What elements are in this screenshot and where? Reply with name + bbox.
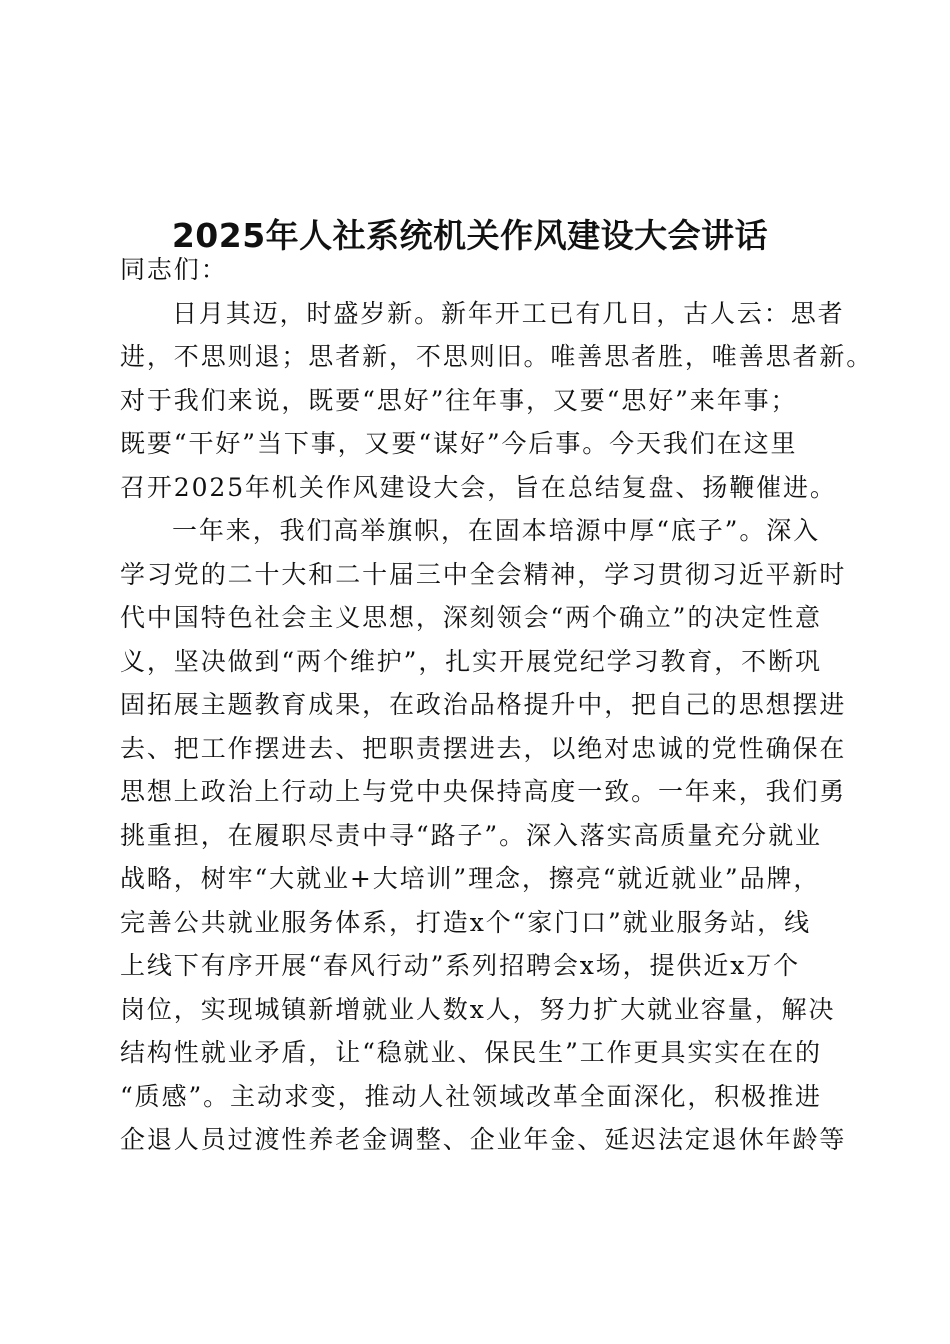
paragraph-line: 固拓展主题教育成果，在政治品格提升中，把自己的思想摆进 [120, 690, 847, 719]
paragraph-line: 代中国特色社会主义思想，深刻领会“两个确立”的决定性意 [120, 603, 822, 632]
paragraph-2 [120, 509, 847, 1162]
paragraph-line: 战略，树牢“大就业+大培训”理念，擦亮“就近就业”品牌， [120, 864, 821, 893]
paragraph-line: 去、把工作摆进去、把职责摆进去，以绝对忠诚的党性确保在 [120, 733, 847, 763]
paragraph-line: 日月其迈，时盛岁新。新年开工已有几日，古人云：思者 [172, 298, 845, 328]
paragraph-line: 企退人员过渡性养老金调整、企业年金、延迟法定退休年龄等 [120, 1125, 847, 1154]
paragraph-1 [120, 292, 874, 510]
paragraph-line: 进，不思则退；思者新，不思则旧。唯善思者胜，唯善思者新。 [120, 342, 874, 371]
paragraph-line: “质感”。主动求变，推动人社领域改革全面深化，积极推进 [120, 1081, 822, 1111]
paragraph-line: 结构性就业矛盾，让“稳就业、保民生”工作更具实实在在的 [120, 1038, 822, 1067]
paragraph-line: 思想上政治上行动上与党中央保持高度一致。一年来，我们勇 [120, 777, 847, 806]
document-title: 2025年人社系统机关作风建设大会讲话 [171, 216, 769, 255]
paragraph-line: 岗位，实现城镇新增就业人数x人，努力扩大就业容量，解决 [120, 994, 836, 1024]
paragraph-line: 对于我们来说，既要“思好”往年事，又要“思好”来年事； [120, 385, 798, 415]
paragraph-line: 学习党的二十大和二十届三中全会精神，学习贯彻习近平新时 [120, 559, 847, 589]
paragraph-line: 既要“干好”当下事，又要“谋好”今后事。今天我们在这里 [120, 429, 798, 458]
paragraph-line: 完善公共就业服务体系，打造x个“家门口”就业服务站，线 [120, 907, 811, 937]
paragraph-line: 义，坚决做到“两个维护”，扎实开展党纪学习教育，不断巩 [120, 646, 822, 676]
paragraph-line: 一年来，我们高举旗帜，在固本培源中厚“底子”。深入 [172, 516, 821, 545]
salutation: 同志们： [120, 255, 228, 284]
paragraph-line: 召开2025年机关作风建设大会，旨在总结复盘、扬鞭催进。 [120, 472, 837, 502]
paragraph-line: 上线下有序开展“春风行动”系列招聘会x场，提供近x万个 [120, 951, 801, 980]
document-body [120, 248, 874, 1162]
paragraph-line: 挑重担，在履职尽责中寻“路子”。深入落实高质量充分就业 [120, 820, 822, 850]
